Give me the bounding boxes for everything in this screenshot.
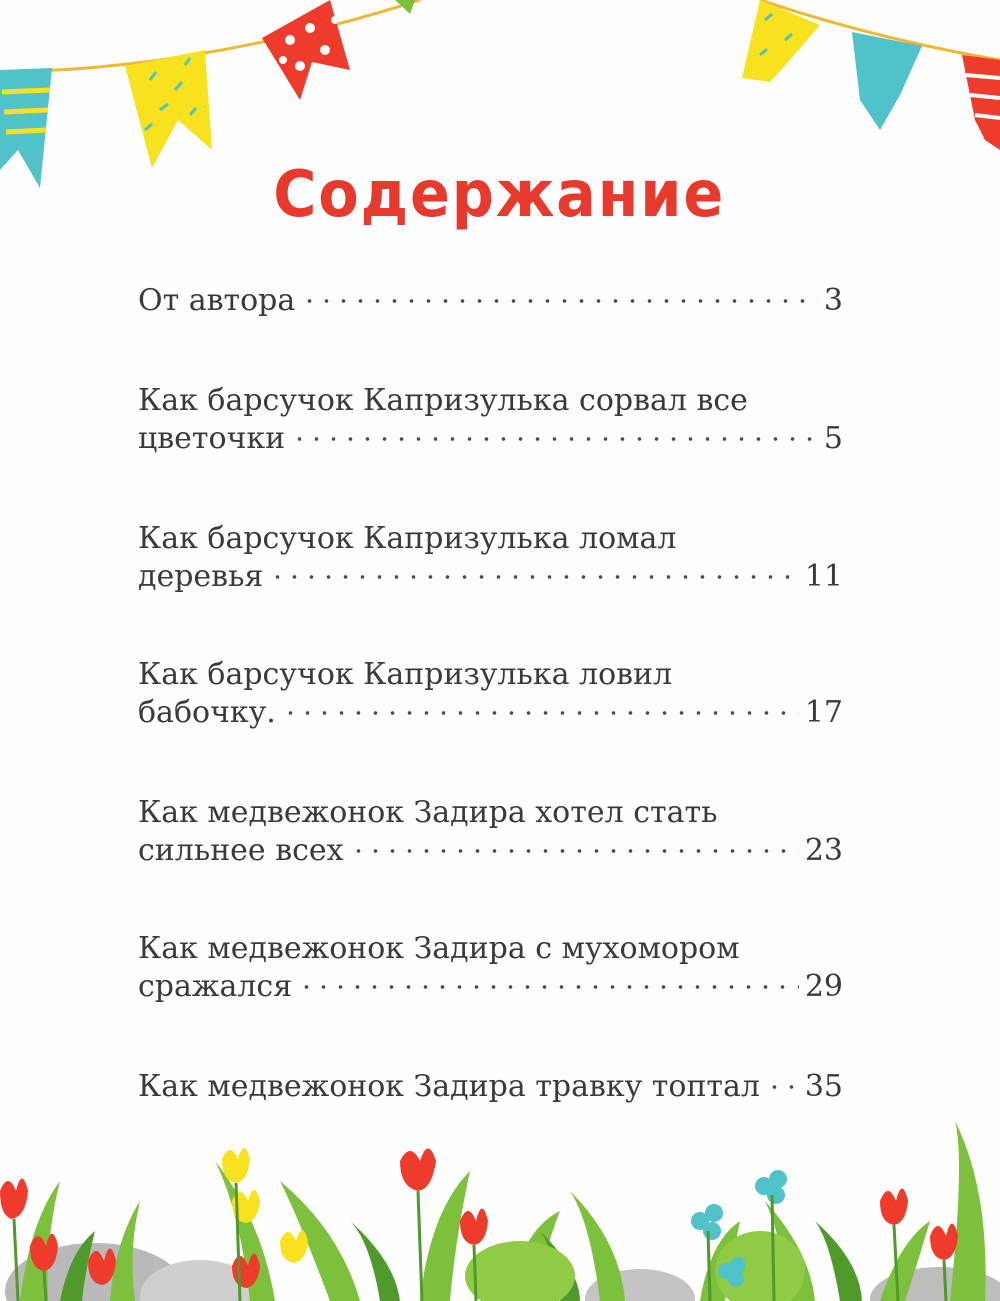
- toc-entry-title-continued: бабочку.: [138, 695, 276, 730]
- leader-dots: [301, 298, 818, 304]
- flag-red-stripes: [962, 55, 1000, 150]
- toc-entry-title: Как медвежонок Задира травку топтал: [138, 1069, 760, 1104]
- page-title: Содержание: [273, 158, 726, 232]
- toc-page-number: 5: [823, 421, 843, 456]
- toc-entry-title: Как барсучок Капризулька ломал: [138, 521, 677, 556]
- toc-entry-title-continued: цветочки: [138, 421, 286, 456]
- toc-entry: [138, 930, 843, 1006]
- toc-page-number: 29: [804, 969, 843, 1004]
- toc-page-number: 3: [823, 283, 843, 318]
- toc-entry: [138, 520, 843, 596]
- toc-entry-title: Как барсучок Капризулька ловил: [138, 657, 673, 692]
- toc-entry: [138, 656, 843, 732]
- toc-entry-title: Как медвежонок Задира с мухомором: [138, 931, 740, 966]
- toc-page-number: 23: [804, 833, 843, 868]
- toc-entry-title: Как барсучок Капризулька сорвал все: [138, 383, 748, 418]
- leader-dots: [282, 710, 799, 716]
- toc-entry: [138, 382, 843, 458]
- leaf: [465, 1241, 575, 1301]
- flag-red-dots: [262, 0, 350, 100]
- toc-page-number: 17: [804, 695, 843, 730]
- leader-dots: [269, 574, 798, 580]
- leader-dots: [298, 984, 799, 990]
- leader-dots: [291, 436, 818, 442]
- flag-yellow-left: [125, 50, 212, 168]
- toc-entry-title-continued: деревья: [138, 559, 264, 594]
- toc-entry: [138, 794, 843, 870]
- toc-page-number: 11: [804, 559, 843, 594]
- leader-dots: [350, 848, 799, 854]
- toc-entry: [138, 282, 843, 320]
- toc-entry-title-continued: сражался: [138, 969, 293, 1004]
- toc-entry-title: От автора: [138, 283, 296, 318]
- toc-entry-title-continued: сильнее всех: [138, 833, 344, 868]
- meadow-illustration: [0, 1071, 1000, 1301]
- toc-entry-title: Как медвежонок Задира хотел стать: [138, 795, 718, 830]
- toc-page-number: 35: [804, 1069, 843, 1104]
- flag-yellow-right: [742, 0, 820, 82]
- flag-cyan-right: [852, 32, 922, 130]
